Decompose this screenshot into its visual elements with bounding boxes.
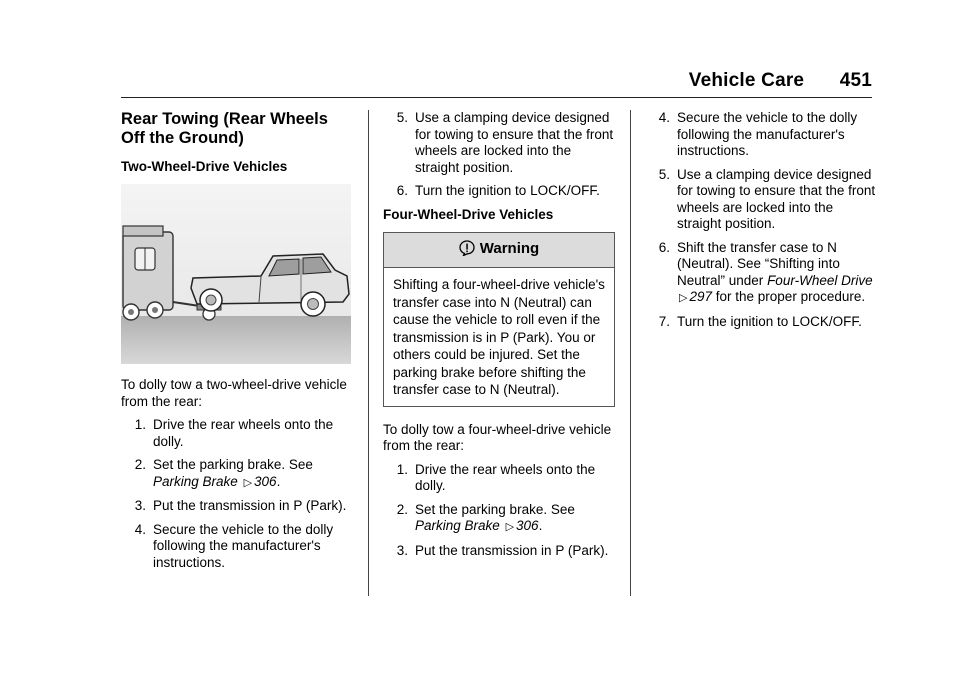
section-title: Vehicle Care [688, 70, 805, 91]
list-item [121, 417, 353, 450]
steps-list [645, 110, 877, 330]
warning-header [384, 233, 614, 269]
step-text-before: Set the parking brake. See [415, 501, 575, 517]
warning-title: Warning [479, 239, 540, 257]
step-text [677, 240, 877, 307]
steps-list [121, 417, 353, 571]
step-text: Set the parking brake. See Parking Brake ▷ 306. [153, 457, 313, 489]
warning-body: Shifting a four-wheel-drive vehicle's transfer case into N (Neutral) can cause the vehicle to roll even if the transmission is in P (Park). You or others could be injured. Set the parking brake before shifting the transfer case to N (Neutral). [393, 277, 605, 397]
header-rule [121, 97, 872, 98]
page-reference[interactable]: 306 [516, 518, 539, 533]
step-number: 1. [396, 461, 408, 477]
list-item [121, 498, 353, 515]
warning-box [383, 232, 615, 407]
list-item [121, 457, 353, 491]
step-text-before: Shift the transfer case to N (Neutral). See “Shifting into Neutral” under [677, 239, 840, 288]
step-text: Put the transmission in P (Park). [415, 542, 609, 558]
step-number: 4. [134, 521, 146, 537]
step-text-before: Set the parking brake. See [153, 457, 313, 472]
step-text: Secure the vehicle to the dolly following the manufacturer's instructions. [677, 110, 858, 158]
step-number: 6. [396, 183, 408, 198]
list-item [383, 110, 615, 176]
step-number: 5. [396, 110, 408, 125]
step-number: 3. [396, 542, 408, 558]
list-item [645, 110, 877, 160]
step-text: Drive the rear wheels onto the dolly. [153, 417, 334, 449]
step-number: 2. [396, 501, 408, 517]
list-item [383, 502, 615, 536]
step-number: 1. [134, 417, 146, 432]
steps-list [383, 462, 615, 560]
list-item [383, 183, 615, 200]
subheading-four-wheel-drive: Four-Wheel-Drive Vehicles [383, 206, 554, 222]
step-text: Drive the rear wheels onto the dolly. [415, 461, 596, 493]
list-item [645, 167, 877, 233]
step-text-after: for the proper procedure. [715, 289, 866, 304]
step-number: 2. [134, 457, 146, 472]
steps-list [383, 110, 615, 200]
intro-text: To dolly tow a two-wheel-drive vehicle from the rear: [121, 377, 347, 409]
list-item [645, 240, 877, 307]
section-heading: Rear Towing (Rear Wheels Off the Ground) [121, 110, 328, 147]
subheading-two-wheel-drive: Two-Wheel-Drive Vehicles [121, 159, 288, 174]
towing-illustration [121, 184, 351, 364]
step-text: Use a clamping device designed for towing to ensure that the front wheels are locked into the straight position. [415, 110, 614, 175]
column-divider [630, 110, 631, 596]
parking-brake-link[interactable]: Parking Brake [153, 473, 238, 489]
page-header [689, 70, 872, 92]
four-wheel-drive-link[interactable]: Four-Wheel Drive [767, 272, 873, 288]
list-item [383, 543, 615, 560]
step-number: 5. [658, 166, 670, 182]
step-text: Use a clamping device designed for towing to ensure that the front wheels are locked into the straight position. [677, 166, 876, 231]
warning-triangle-icon [459, 240, 475, 261]
column-2 [383, 110, 615, 566]
arrow-right-icon: ▷ [679, 292, 688, 304]
step-text: Secure the vehicle to the dolly following the manufacturer's instructions. [153, 521, 334, 570]
arrow-right-icon: ▷ [505, 521, 515, 533]
page-reference[interactable]: 306 [254, 473, 277, 489]
step-number: 6. [658, 239, 670, 255]
step-text: Put the transmission in P (Park). [153, 498, 347, 513]
list-item [645, 314, 877, 331]
step-text: Turn the ignition to LOCK/OFF. [677, 313, 862, 329]
column-divider [368, 110, 369, 596]
step-text: Turn the ignition to LOCK/OFF. [415, 183, 600, 198]
page-reference[interactable]: 297 [689, 289, 712, 304]
parking-brake-link[interactable]: Parking Brake [415, 518, 500, 533]
list-item [383, 462, 615, 495]
step-number: 3. [134, 498, 146, 513]
step-text: Set the parking brake. See Parking Brake ▷ 306. [415, 501, 575, 533]
arrow-right-icon: ▷ [243, 476, 253, 489]
intro-text: To dolly tow a four-wheel-drive vehicle from the rear: [383, 421, 612, 453]
list-item [121, 522, 353, 572]
column-3 [645, 110, 877, 337]
page-number: 451 [839, 70, 872, 91]
step-number: 4. [658, 110, 670, 125]
column-1 [121, 110, 353, 578]
step-number: 7. [658, 313, 670, 329]
